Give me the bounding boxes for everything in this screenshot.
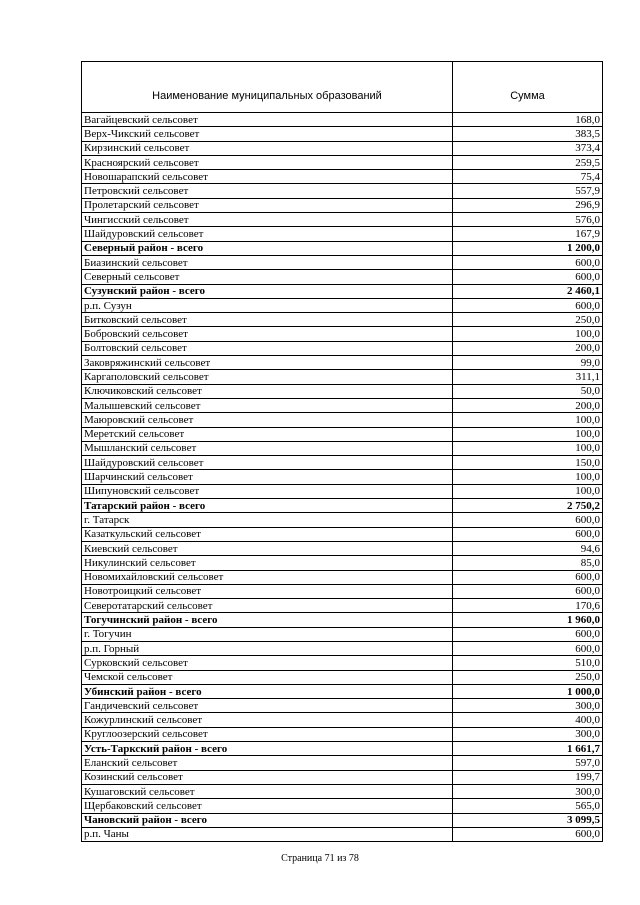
municipality-name-cell: Пролетарский сельсовет: [82, 198, 453, 212]
municipality-name-cell: Шипуновский сельсовет: [82, 484, 453, 498]
sum-cell: 94,6: [453, 541, 603, 555]
table-header-row: [82, 62, 603, 113]
municipality-name-cell: Новомихайловский сельсовет: [82, 570, 453, 584]
table-row: [82, 155, 603, 169]
municipality-name-cell: г. Татарск: [82, 513, 453, 527]
table-row: [82, 670, 603, 684]
sum-cell: 600,0: [453, 513, 603, 527]
table-row: [82, 341, 603, 355]
sum-cell: 383,5: [453, 127, 603, 141]
sum-cell: 600,0: [453, 255, 603, 269]
table-row: [82, 170, 603, 184]
table-row-district-total: [82, 499, 603, 513]
sum-cell: 600,0: [453, 270, 603, 284]
municipality-name-cell: Киевский сельсовет: [82, 541, 453, 555]
sum-cell: 300,0: [453, 699, 603, 713]
table-row: [82, 627, 603, 641]
municipality-name-cell: Чановский район - всего: [82, 813, 453, 827]
table-row: [82, 570, 603, 584]
municipality-name-cell: Гандичевский сельсовет: [82, 699, 453, 713]
table-row: [82, 441, 603, 455]
sum-cell: 2 460,1: [453, 284, 603, 298]
sum-cell: 100,0: [453, 413, 603, 427]
table-row: [82, 699, 603, 713]
municipality-name-cell: Заковряжинский сельсовет: [82, 356, 453, 370]
municipality-name-cell: Красноярский сельсовет: [82, 155, 453, 169]
municipal-sums-table: [81, 61, 603, 842]
table-row: [82, 198, 603, 212]
table-row: [82, 270, 603, 284]
municipality-name-cell: Вагайцевский сельсовет: [82, 113, 453, 127]
sum-cell: 250,0: [453, 313, 603, 327]
sum-cell: 600,0: [453, 641, 603, 655]
sum-cell: 1 000,0: [453, 684, 603, 698]
sum-cell: 100,0: [453, 470, 603, 484]
municipality-name-cell: р.п. Горный: [82, 641, 453, 655]
municipality-name-cell: Круглоозерский сельсовет: [82, 727, 453, 741]
sum-cell: 600,0: [453, 298, 603, 312]
sum-cell: 199,7: [453, 770, 603, 784]
table-row: [82, 713, 603, 727]
municipality-name-cell: Татарский район - всего: [82, 499, 453, 513]
table-row: [82, 827, 603, 841]
sum-cell: 259,5: [453, 155, 603, 169]
sum-cell: 1 960,0: [453, 613, 603, 627]
municipality-name-cell: Убинский район - всего: [82, 684, 453, 698]
sum-cell: 1 661,7: [453, 742, 603, 756]
municipal-sums-table-container: [81, 61, 603, 842]
header-sum: Сумма: [453, 62, 603, 113]
municipality-name-cell: Северотатарский сельсовет: [82, 599, 453, 613]
table-row: [82, 556, 603, 570]
municipality-name-cell: Петровский сельсовет: [82, 184, 453, 198]
municipality-name-cell: р.п. Сузун: [82, 298, 453, 312]
sum-cell: 600,0: [453, 527, 603, 541]
sum-cell: 168,0: [453, 113, 603, 127]
table-row: [82, 327, 603, 341]
municipality-name-cell: Шарчинский сельсовет: [82, 470, 453, 484]
municipality-name-cell: Болтовский сельсовет: [82, 341, 453, 355]
table-row: [82, 370, 603, 384]
sum-cell: 600,0: [453, 570, 603, 584]
municipality-name-cell: Щербаковский сельсовет: [82, 799, 453, 813]
municipality-name-cell: Козинский сельсовет: [82, 770, 453, 784]
sum-cell: 100,0: [453, 327, 603, 341]
sum-cell: 167,9: [453, 227, 603, 241]
sum-cell: 300,0: [453, 784, 603, 798]
table-row: [82, 756, 603, 770]
table-row: [82, 213, 603, 227]
municipality-name-cell: Кушаговский сельсовет: [82, 784, 453, 798]
table-row: [82, 227, 603, 241]
table-row: [82, 255, 603, 269]
table-row: [82, 141, 603, 155]
table-row-district-total: [82, 813, 603, 827]
table-row: [82, 398, 603, 412]
municipality-name-cell: Чингисский сельсовет: [82, 213, 453, 227]
municipality-name-cell: р.п. Чаны: [82, 827, 453, 841]
sum-cell: 200,0: [453, 341, 603, 355]
sum-cell: 99,0: [453, 356, 603, 370]
sum-cell: 200,0: [453, 398, 603, 412]
municipality-name-cell: Еланский сельсовет: [82, 756, 453, 770]
sum-cell: 296,9: [453, 198, 603, 212]
sum-cell: 100,0: [453, 484, 603, 498]
municipality-name-cell: Новотроицкий сельсовет: [82, 584, 453, 598]
municipality-name-cell: Биазинский сельсовет: [82, 255, 453, 269]
table-row-district-total: [82, 684, 603, 698]
table-row: [82, 313, 603, 327]
sum-cell: 557,9: [453, 184, 603, 198]
municipality-name-cell: Каргаполовский сельсовет: [82, 370, 453, 384]
municipality-name-cell: Усть-Таркский район - всего: [82, 742, 453, 756]
sum-cell: 311,1: [453, 370, 603, 384]
table-row: [82, 784, 603, 798]
municipality-name-cell: Кожурлинский сельсовет: [82, 713, 453, 727]
table-row: [82, 413, 603, 427]
header-municipality-name: Наименование муниципальных образований: [82, 62, 453, 113]
sum-cell: 600,0: [453, 827, 603, 841]
table-row: [82, 427, 603, 441]
table-row: [82, 541, 603, 555]
sum-cell: 3 099,5: [453, 813, 603, 827]
table-row: [82, 184, 603, 198]
municipality-name-cell: г. Тогучин: [82, 627, 453, 641]
table-row: [82, 727, 603, 741]
sum-cell: 600,0: [453, 584, 603, 598]
table-row: [82, 656, 603, 670]
municipality-name-cell: Шайдуровский сельсовет: [82, 227, 453, 241]
table-row: [82, 584, 603, 598]
table-row: [82, 356, 603, 370]
sum-cell: 170,6: [453, 599, 603, 613]
table-row-district-total: [82, 241, 603, 255]
municipality-name-cell: Новошарапский сельсовет: [82, 170, 453, 184]
sum-cell: 510,0: [453, 656, 603, 670]
sum-cell: 600,0: [453, 627, 603, 641]
table-row: [82, 456, 603, 470]
municipality-name-cell: Казаткульский сельсовет: [82, 527, 453, 541]
sum-cell: 50,0: [453, 384, 603, 398]
table-row: [82, 799, 603, 813]
table-row: [82, 384, 603, 398]
municipality-name-cell: Малышевский сельсовет: [82, 398, 453, 412]
municipality-name-cell: Маюровский сельсовет: [82, 413, 453, 427]
page-number-footer: Страница 71 из 78: [281, 853, 359, 864]
table-row: [82, 527, 603, 541]
municipality-name-cell: Ключиковский сельсовет: [82, 384, 453, 398]
table-row: [82, 641, 603, 655]
municipality-name-cell: Мышланский сельсовет: [82, 441, 453, 455]
municipality-name-cell: Верх-Чикский сельсовет: [82, 127, 453, 141]
municipality-name-cell: Никулинский сельсовет: [82, 556, 453, 570]
sum-cell: 2 750,2: [453, 499, 603, 513]
sum-cell: 150,0: [453, 456, 603, 470]
table-row: [82, 113, 603, 127]
municipality-name-cell: Меретский сельсовет: [82, 427, 453, 441]
municipality-name-cell: Тогучинский район - всего: [82, 613, 453, 627]
municipality-name-cell: Сурковский сельсовет: [82, 656, 453, 670]
sum-cell: 576,0: [453, 213, 603, 227]
sum-cell: 565,0: [453, 799, 603, 813]
table-row: [82, 599, 603, 613]
sum-cell: 100,0: [453, 441, 603, 455]
sum-cell: 373,4: [453, 141, 603, 155]
table-row-district-total: [82, 284, 603, 298]
table-row: [82, 770, 603, 784]
municipality-name-cell: Шайдуровский сельсовет: [82, 456, 453, 470]
table-row: [82, 484, 603, 498]
municipality-name-cell: Кирзинский сельсовет: [82, 141, 453, 155]
sum-cell: 300,0: [453, 727, 603, 741]
sum-cell: 1 200,0: [453, 241, 603, 255]
municipality-name-cell: Северный сельсовет: [82, 270, 453, 284]
table-row: [82, 127, 603, 141]
table-row-district-total: [82, 613, 603, 627]
table-row: [82, 470, 603, 484]
sum-cell: 400,0: [453, 713, 603, 727]
municipality-name-cell: Сузунский район - всего: [82, 284, 453, 298]
municipality-name-cell: Битковский сельсовет: [82, 313, 453, 327]
municipality-name-cell: Чемской сельсовет: [82, 670, 453, 684]
municipality-name-cell: Северный район - всего: [82, 241, 453, 255]
table-row: [82, 298, 603, 312]
table-row: [82, 513, 603, 527]
table-row-district-total: [82, 742, 603, 756]
sum-cell: 250,0: [453, 670, 603, 684]
sum-cell: 85,0: [453, 556, 603, 570]
sum-cell: 75,4: [453, 170, 603, 184]
table-body: [82, 113, 603, 842]
municipality-name-cell: Бобровский сельсовет: [82, 327, 453, 341]
sum-cell: 100,0: [453, 427, 603, 441]
sum-cell: 597,0: [453, 756, 603, 770]
